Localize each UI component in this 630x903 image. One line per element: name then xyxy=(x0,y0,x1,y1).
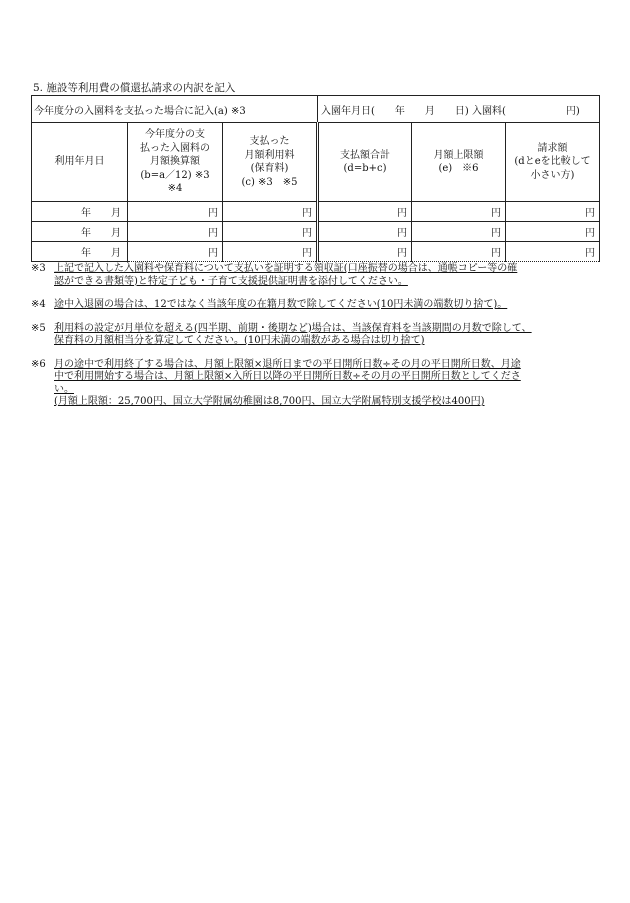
note-text: 上記で記入した入園料や保育料について支払いを証明する領収証(口座振替の場合は、通帳コピー等の確 認ができる書類等)と特定子ども・子育て支援提供証明書を添付してください。 xyxy=(54,263,518,287)
amount-e-cell[interactable]: 円 xyxy=(412,222,506,242)
amount-b-cell[interactable]: 円 xyxy=(128,202,223,222)
usage-date-cell[interactable]: 年 月 xyxy=(32,222,128,242)
amount-c-cell[interactable]: 円 xyxy=(223,222,318,242)
usage-date-cell[interactable]: 年 月 xyxy=(32,202,128,222)
header-total-paid: 支払額合計 (d=b+c) xyxy=(318,123,412,202)
amount-b-cell[interactable]: 円 xyxy=(128,242,223,262)
table-row xyxy=(32,242,600,262)
note-mark: ※5 xyxy=(31,322,46,334)
entrance-fee-row xyxy=(32,96,600,123)
amount-d-cell[interactable]: 円 xyxy=(318,202,412,222)
note-text: 利用料の設定が月単位を超える(四半期、前期・後期など)場合は、当該保育料を当該期間の月数で除して、 保育料の月額相当分を算定してください。(10円未満の端数がある場合は切り捨て) xyxy=(54,322,532,346)
table-row xyxy=(32,202,600,222)
claim-amount-cell[interactable]: 円 xyxy=(506,222,600,242)
amount-e-cell[interactable]: 円 xyxy=(412,202,506,222)
claim-amount-cell[interactable]: 円 xyxy=(506,202,600,222)
note-text: 月の途中で利用終了する場合は、月額上限額×退所日までの平日開所日数÷その月の平日開所日数、月途 中で利用開始する場合は、月額上限額×入所日以降の平日開所日数÷その月の平日開所日数としてくださ い。 (月額上限額：25,700円、国立大学附属幼稚園は8,700円、国立大学附属特別支援学校は400円) xyxy=(54,358,521,407)
amount-d-cell[interactable]: 円 xyxy=(318,242,412,262)
note-mark: ※4 xyxy=(31,299,46,310)
entrance-fee-label: 今年度分の入園料を支払った場合に記入(a) ※3 xyxy=(32,96,318,123)
amount-c-cell[interactable]: 円 xyxy=(223,242,318,262)
header-row xyxy=(32,123,600,202)
table-row xyxy=(32,222,600,242)
header-usage-date: 利用年月日 xyxy=(32,123,128,202)
header-monthly-fee-paid: 支払った 月額利用料 (保育料) (c) ※3 ※5 xyxy=(223,123,318,202)
note-mark: ※3 xyxy=(31,263,46,274)
entrance-date-fee-field: 入園年月日( 年 月 日) 入園料( 円) xyxy=(318,96,600,123)
note-text: 途中入退園の場合は、12ではなく当該年度の在籍月数で除してください(10円未満の端数切り捨て)。 xyxy=(54,299,508,310)
note-6 xyxy=(31,359,603,409)
section-title: 5. 施設等利用費の償還払請求の内訳を記入 xyxy=(33,82,236,94)
note-mark: ※6 xyxy=(31,358,46,370)
header-monthly-entrance-fee: 今年度分の支 払った入園料の 月額換算額 (b=a／12) ※3 ※4 xyxy=(128,123,223,202)
amount-b-cell[interactable]: 円 xyxy=(128,222,223,242)
amount-e-cell[interactable]: 円 xyxy=(412,242,506,262)
usage-date-cell[interactable]: 年 月 xyxy=(32,242,128,262)
note-5 xyxy=(31,323,603,348)
claim-amount-cell[interactable]: 円 xyxy=(506,242,600,262)
amount-d-cell[interactable]: 円 xyxy=(318,222,412,242)
note-4 xyxy=(31,299,603,312)
reimbursement-breakdown-table xyxy=(31,95,600,262)
amount-c-cell[interactable]: 円 xyxy=(223,202,318,222)
header-claim-amount: 請求額 (dとeを比較して 小さい方) xyxy=(506,123,600,202)
notes-section xyxy=(31,263,603,420)
header-monthly-limit: 月額上限額 (e) ※6 xyxy=(412,123,506,202)
note-3 xyxy=(31,263,603,288)
